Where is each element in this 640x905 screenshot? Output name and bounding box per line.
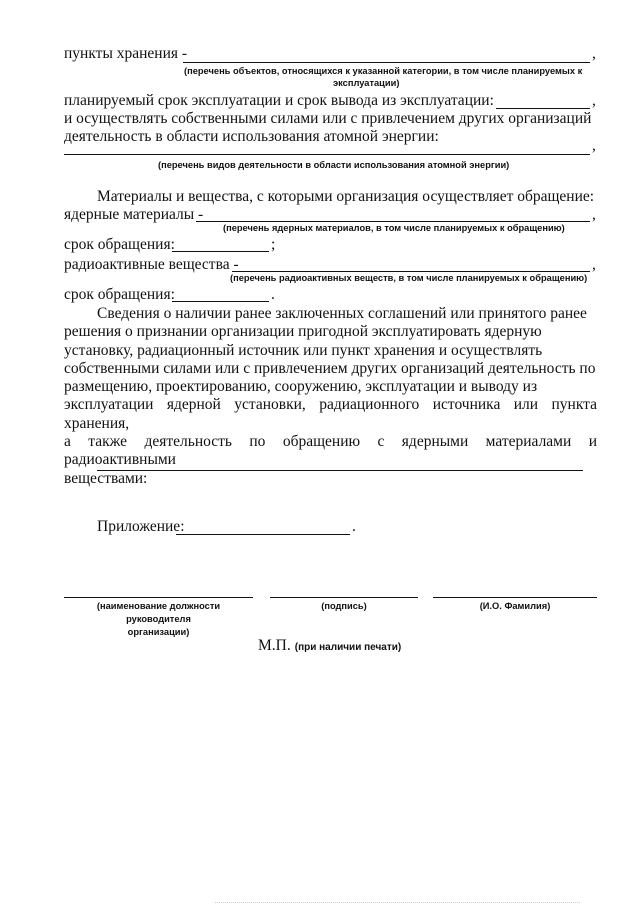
term2-field[interactable]	[172, 301, 269, 302]
position-field[interactable]	[64, 597, 253, 598]
storage-caption: (перечень объектов, относящихся к указанной категории, в том числе планируемых к	[184, 66, 583, 76]
position-caption-line: (наименование должности руководителя	[96, 601, 221, 624]
nuclear-field[interactable]	[196, 221, 590, 222]
radio-caption: (перечень радиоактивных веществ, в том числе планируемых к обращению)	[230, 273, 588, 283]
info-line: Сведения о наличии ранее заключенных соглашений или принятого ранее	[97, 305, 587, 322]
radio-field[interactable]	[232, 271, 590, 272]
nuclear-caption: (перечень ядерных материалов, в том числе планируемых к обращению)	[223, 223, 565, 233]
info-line: размещению, проектированию, сооружению, эксплуатации и выводу из	[64, 378, 538, 396]
activity-end: ,	[592, 137, 596, 154]
attachment-end: .	[352, 518, 356, 535]
info-paragraph	[64, 305, 597, 488]
activity-field[interactable]	[64, 154, 590, 155]
nuclear-end: ,	[592, 206, 596, 223]
term2-label: срок обращения:	[64, 286, 175, 303]
stamp-note: (при наличии печати)	[294, 642, 402, 653]
term-field[interactable]	[496, 108, 590, 109]
sign-caption: (подпись)	[321, 601, 367, 611]
attachment-label: Приложение:	[97, 518, 185, 535]
page-edge	[215, 902, 580, 903]
name-caption: (И.О. Фамилия)	[479, 601, 551, 611]
sign-field[interactable]	[270, 597, 418, 598]
stamp-place	[258, 637, 401, 655]
info-line: а также деятельность по обращению с ядерными материалами и радиоактивными	[64, 433, 597, 469]
nuclear-label: ядерные материалы -	[64, 206, 204, 223]
info-line: установку, радиационный источник или пункт хранения и осуществлять	[64, 341, 543, 359]
term-label: планируемый срок эксплуатации и срок вывода из эксплуатации:	[64, 92, 494, 109]
storage-caption-cont: эксплуатации)	[333, 78, 400, 88]
radio-label: радиоактивные вещества -	[64, 256, 239, 273]
position-caption	[64, 600, 253, 639]
term2-end: .	[271, 286, 275, 303]
term1-label: срок обращения:	[64, 236, 175, 253]
activity-caption: (перечень видов деятельности в области использования атомной энергии)	[158, 160, 510, 170]
storage-end: ,	[592, 45, 596, 62]
term1-end: ;	[271, 236, 276, 253]
info-field[interactable]	[97, 470, 583, 471]
radio-end: ,	[592, 256, 596, 273]
term1-field[interactable]	[172, 251, 269, 252]
storage-label: пункты хранения -	[64, 45, 188, 62]
materials-intro: Материалы и вещества, с которыми организация осуществляет обращение:	[97, 188, 595, 205]
info-line: решения о признании организации пригодной эксплуатировать ядерную	[64, 323, 542, 341]
activity-text-1: и осуществлять собственными силами или с привлечением других организаций	[64, 110, 592, 127]
storage-field[interactable]	[183, 62, 590, 63]
info-line: эксплуатации ядерной установки, радиационного источника или пункта хранения,	[64, 396, 597, 432]
position-caption-line: организации)	[127, 627, 190, 637]
info-line: собственными силами или с привлечением других организаций деятельность по	[64, 359, 596, 377]
stamp-label: М.П.	[258, 637, 291, 654]
name-field[interactable]	[433, 597, 597, 598]
activity-text-2: деятельность в области использования атомной энергии:	[64, 128, 439, 145]
term-end: ,	[592, 92, 596, 109]
info-line: веществами:	[64, 469, 148, 487]
attachment-field[interactable]	[176, 534, 350, 535]
